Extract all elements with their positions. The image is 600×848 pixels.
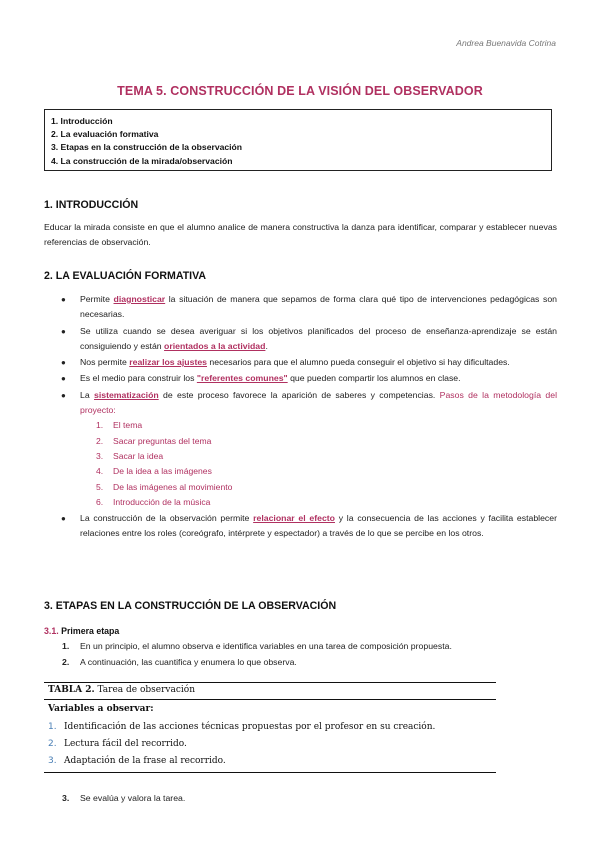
- table-caption-label: TABLA 2.: [48, 685, 95, 695]
- section-2-heading: 2. LA EVALUACIÓN FORMATIVA: [44, 270, 207, 282]
- list-item: [44, 324, 557, 355]
- text: la situación de manera que sepamos de forma clara qué tipo de intervenciones pedagógicas son necesarias.: [80, 294, 557, 320]
- list-item: [80, 434, 557, 449]
- table-of-contents: [44, 109, 552, 171]
- table-rule-top: [44, 682, 496, 683]
- text: de este proceso favorece la aparición de saberes y competencias.: [158, 389, 440, 400]
- subsection-number: 3.1.: [44, 626, 59, 636]
- text: La: [80, 389, 94, 400]
- table-variables-heading: Variables a observar:: [48, 704, 154, 714]
- step-number: 2.: [96, 435, 104, 446]
- toc-item: 4. La construcción de la mirada/observación: [51, 155, 233, 166]
- step-number: 6.: [96, 496, 104, 507]
- list-item: [80, 418, 557, 433]
- keyword: orientados a la actividad: [164, 340, 266, 351]
- methodology-steps: [80, 418, 557, 510]
- table-row: [48, 722, 435, 732]
- subsection-title: Primera etapa: [58, 626, 120, 636]
- bullet-icon: ●: [61, 374, 66, 384]
- text: Es el medio para construir los: [80, 373, 197, 384]
- text: y la consecuencia de las acciones y facilita establecer relaciones entre los roles (coreógrafo, intérprete y espectador) a través de lo que se percibe en los otros.: [80, 513, 557, 539]
- first-stage-list: [44, 639, 557, 670]
- row-text: Lectura fácil del recorrido.: [64, 739, 187, 749]
- step-text: El tema: [113, 420, 143, 431]
- keyword: diagnosticar: [113, 294, 166, 304]
- subsection-heading: [44, 626, 119, 636]
- step-text: De las imágenes al movimiento: [113, 481, 233, 492]
- step-text: Introducción de la música: [113, 496, 211, 507]
- toc-item: 1. Introducción: [51, 116, 113, 126]
- observation-task-table: [44, 682, 496, 774]
- step-number: 4.: [96, 466, 104, 477]
- section-1-heading: 1. INTRODUCCIÓN: [44, 199, 139, 211]
- first-stage-list-continued: [44, 791, 557, 807]
- bullet-icon: ●: [61, 514, 66, 524]
- list-item: [44, 292, 557, 323]
- author-name: Andrea Buenavida Cotrina: [456, 38, 556, 48]
- item-number: 3.: [62, 793, 70, 803]
- item-text: Se evalúa y valora la tarea.: [80, 793, 186, 803]
- step-number: 1.: [96, 420, 104, 431]
- keyword: realizar los ajustes: [129, 357, 207, 368]
- table-caption: [48, 685, 195, 695]
- step-number: 3.: [96, 450, 104, 461]
- list-item: [44, 371, 557, 386]
- row-number: 3.: [48, 756, 57, 766]
- list-item: [44, 639, 557, 655]
- list-item: [80, 480, 557, 495]
- text: Nos permite: [80, 357, 130, 368]
- step-number: 5.: [96, 481, 104, 492]
- section-1-text: Educar la mirada consiste en que el alumno analice de manera constructiva la danza para identificar, comparar y establecer nuevas referencias de observación.: [44, 222, 557, 247]
- text: La construcción de la observación permite: [80, 513, 254, 524]
- bullet-icon: ●: [61, 390, 66, 400]
- list-item: [44, 355, 557, 370]
- item-number: 1.: [62, 641, 70, 651]
- item-text: En un principio, el alumno observa e identifica variables en una tarea de composición propuesta.: [80, 641, 452, 651]
- text: Se utiliza cuando se desea averiguar si los objetivos planificados del proceso de enseñanza-aprendizaje se están consiguiendo y están: [80, 325, 557, 351]
- row-number: 2.: [48, 739, 57, 749]
- table-row: [48, 756, 226, 766]
- table-rule-middle: [44, 699, 496, 700]
- text: que pueden compartir los alumnos en clase.: [287, 373, 461, 384]
- table-caption-text: Tarea de observación: [94, 685, 195, 695]
- keyword: relacionar el efecto: [253, 513, 335, 524]
- step-text: De la idea a las imágenes: [113, 466, 212, 477]
- step-text: Sacar la idea: [113, 450, 164, 461]
- list-item: [80, 495, 557, 510]
- item-number: 2.: [62, 656, 70, 667]
- item-text: A continuación, las cuantifica y enumera lo que observa.: [80, 656, 297, 667]
- formative-evaluation-list: [44, 292, 557, 543]
- text: .: [265, 340, 268, 351]
- section-3-heading: 3. ETAPAS EN LA CONSTRUCCIÓN DE LA OBSERVACIÓN: [44, 600, 337, 612]
- row-text: Identificación de las acciones técnicas propuestas por el profesor en su creación.: [64, 722, 436, 732]
- bullet-icon: ●: [61, 295, 66, 304]
- list-item: [44, 791, 557, 807]
- row-number: 1.: [48, 722, 57, 732]
- page-title: TEMA 5. CONSTRUCCIÓN DE LA VISIÓN DEL OBSERVADOR: [117, 84, 483, 98]
- list-item: [44, 388, 557, 510]
- bullet-icon: ●: [61, 326, 66, 336]
- list-item: [44, 511, 557, 542]
- methodology-steps-label: Pasos de la metodología del proyecto:: [80, 389, 557, 416]
- keyword: sistematización: [94, 389, 159, 400]
- toc-item: 2. La evaluación formativa: [51, 129, 159, 140]
- text: necesarios para que el alumno pueda conseguir el objetivo si hay dificultades.: [207, 357, 510, 368]
- table-row: [48, 739, 187, 749]
- list-item: [44, 655, 557, 671]
- list-item: [80, 464, 557, 479]
- table-rule-bottom: [44, 772, 496, 773]
- bullet-icon: ●: [61, 358, 66, 368]
- step-text: Sacar preguntas del tema: [113, 435, 212, 446]
- keyword: "referentes comunes": [196, 373, 288, 384]
- row-text: Adaptación de la frase al recorrido.: [64, 756, 226, 766]
- toc-item: 3. Etapas en la construcción de la observación: [51, 142, 243, 153]
- list-item: [80, 449, 557, 464]
- text: Permite: [80, 294, 114, 304]
